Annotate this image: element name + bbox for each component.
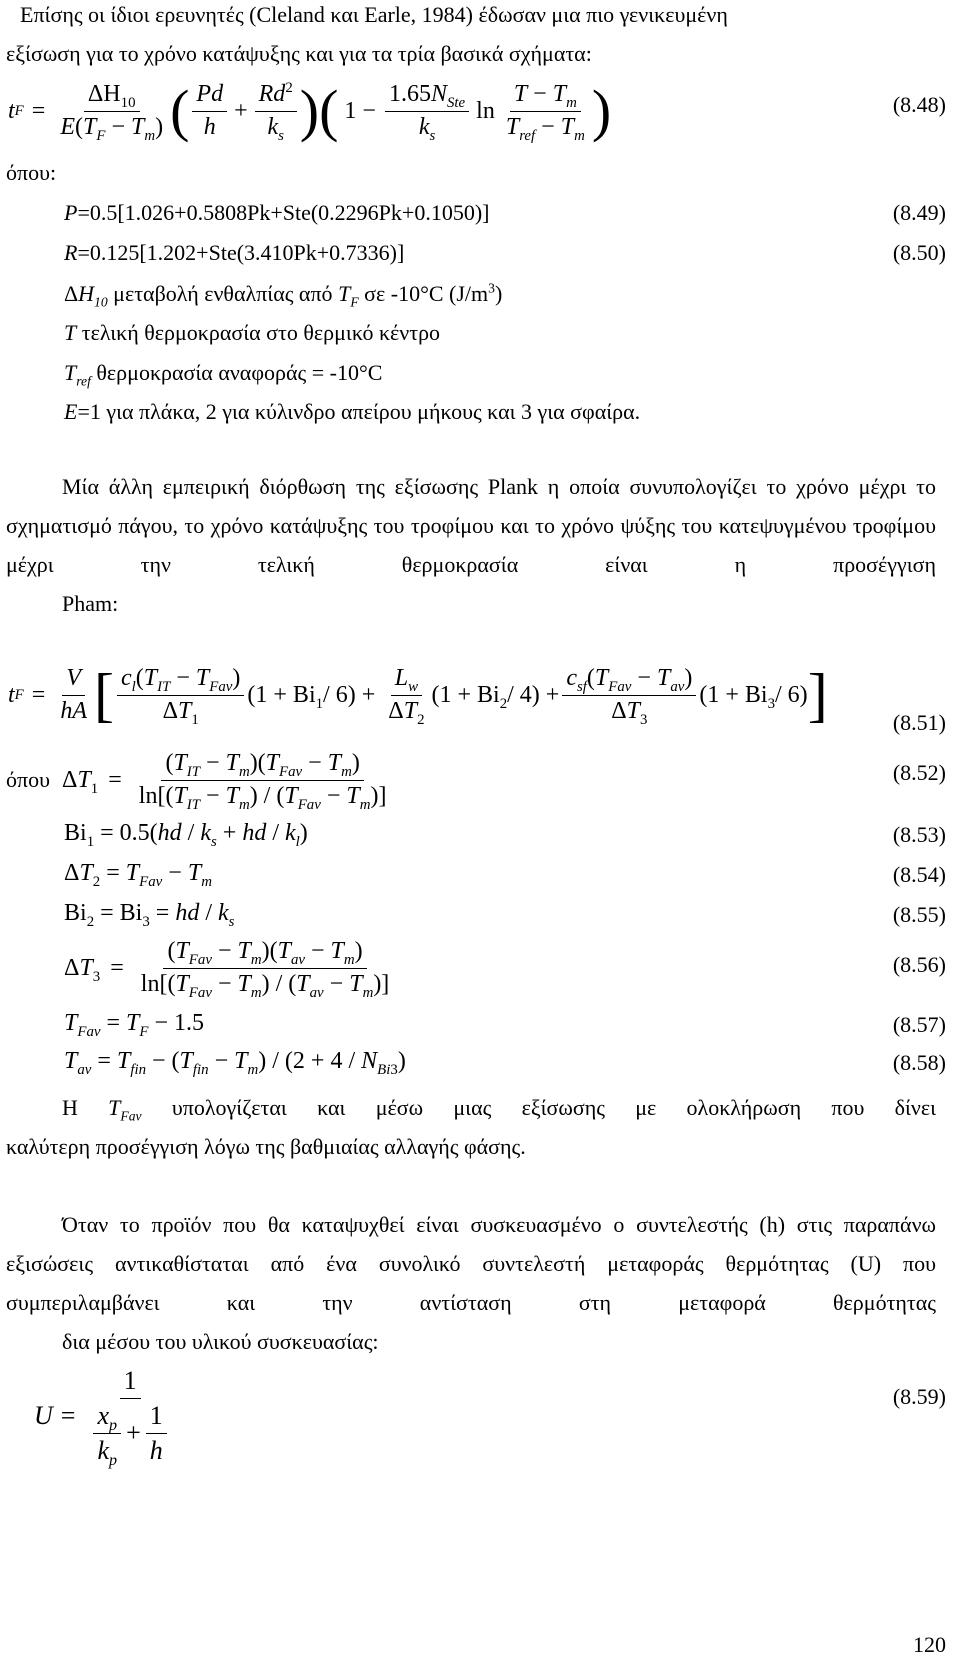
eq-number-8-53: (8.53) bbox=[892, 822, 946, 847]
eq-number-8-56: (8.56) bbox=[892, 952, 946, 977]
eq-number-8-54: (8.54) bbox=[892, 862, 946, 887]
paragraph-tfav: Η $T_{Fav}$ υπολογίζεται και μέσω μιας εξίσωσης με ολοκλήρωση που δίνει καλύτερη προσέγγιση λόγω της βαθμιαίας αλλαγής φάσης. bbox=[6, 1095, 937, 1159]
equation-8-55: $Bi_2 = Bi_3$ = hd / $k_s$ bbox=[64, 900, 235, 930]
equation-8-52: όπου $\Delta T_1$ = $\frac{(T_{IT} - T_m)(T_{Fav} - T_m)}{\ln[(T_{IT} - T_m) / (T_{Fav} - T_m)]}$ bbox=[6, 749, 387, 813]
equation-8-59: U = 1 $\frac{x_p}{k_p}$ + $\frac{1}{h}$ bbox=[34, 1356, 177, 1476]
equation-8-57: $T_{Fav} = T_F - 1.5$ bbox=[64, 1010, 205, 1040]
equation-8-50: R=0.125[1.202+Ste(3.410Pk+0.7336)] bbox=[64, 240, 405, 265]
definition-tref: $T_{ref}$ θερμοκρασία αναφοράς = -10°C bbox=[64, 360, 383, 389]
eq-number-8-57: (8.57) bbox=[892, 1012, 946, 1037]
where-label: όπου: bbox=[6, 160, 57, 185]
definition-e: E=1 για πλάκα, 2 για κύλινδρο απείρου μήκους και 3 για σφαίρα. bbox=[64, 399, 641, 424]
equation-8-49: P=0.5[1.026+0.5808Pk+Ste(0.2296Pk+0.1050)] bbox=[64, 200, 490, 225]
eq-number-8-49: (8.49) bbox=[892, 200, 946, 225]
eq49-text: =0.5[1.026+0.5808Pk+Ste(0.2296Pk+0.1050)] bbox=[77, 200, 490, 225]
paragraph-pham: Μία άλλη εμπειρική διόρθωση της εξίσωσης Plank η οποία συνυπολογίζει το χρόνο μέχρι το σχηματισμό πάγου, το χρόνο κατάψυξης του τροφίμου και το χρόνο ψύξης του κατεψυγμένου τροφίμου μέχρι την τελική θερμοκρασία είναι η προσέγγιση Pham: bbox=[6, 474, 936, 616]
page-number: 120 bbox=[913, 1632, 946, 1657]
intro-line-2: εξίσωση για το χρόνο κατάψυξης και για τα τρία βασικά σχήματα: bbox=[6, 41, 592, 66]
eq-number-8-51: (8.51) bbox=[892, 710, 946, 735]
paragraph-packaging: Όταν το προϊόν που θα καταψυχθεί είναι συσκευασμένο ο συντελεστής (h) στις παραπάνω εξισώσεις αντικαθίσταται από ένα συνολικό συντελεστή μεταφοράς θερμότητας (U) που συμπεριλαμβάνει και την αντίσταση στη μεταφορά θερμότητας δια μέσου του υλικού συσκευασίας: bbox=[6, 1212, 936, 1354]
eq-number-8-52: (8.52) bbox=[892, 760, 946, 785]
equation-8-58: $T_{av} = T_{fin} - (T_{fin} - T_m) / (2 + 4 / N_{Bi3})$ bbox=[64, 1048, 406, 1078]
equation-8-48: t F = $\frac{\Delta H_{10}}{E(T_F - T_m)}$ ( $\frac{Pd}{h}$ + $\frac{Rd^2}{k_s}$ ) ( 1 − $\frac{1.65N_{Ste}}{k_s}$ ln $\frac{T - T_m}{T_{ref} - T_m}$ ) bbox=[8, 78, 612, 144]
equation-8-53: $Bi_1 = 0.5(hd / k_s$ + hd / $k_l$) bbox=[64, 820, 308, 850]
eq-number-8-50: (8.50) bbox=[892, 240, 946, 265]
equation-8-56: $\Delta T_3$ = $\frac{(T_{Fav} - T_m)(T_{av} - T_m)}{\ln[(T_{Fav} - T_m) / (T_{av} - T_m)]}$ bbox=[64, 937, 390, 1001]
eq-number-8-58: (8.58) bbox=[892, 1050, 946, 1075]
equation-8-51: t F = $\frac{V}{hA}$ [ $\frac{c_l(T_{IT} - T_{Fav})}{\Delta T_1}$ ($1 + Bi_1/$ 6) + $\frac{L_w}{\Delta T_2}$ ($1 + Bi_2/$ 4) + $\frac{c_{sf}(T_{Fav} - T_{av})}{\Delta T_3}$ ($1 + Bi_3/$ 6) ] bbox=[8, 662, 828, 728]
equation-8-54: $\Delta T_2 = T_{Fav} - T_m$ bbox=[64, 860, 212, 890]
definition-delta-h: $\Delta H_{10}$ μεταβολή ενθαλπίας από $T_F$ σε -10°C $(J/m^3)$ bbox=[64, 280, 503, 310]
eq-number-8-55: (8.55) bbox=[892, 902, 946, 927]
definition-t: T τελική θερμοκρασία στο θερμικό κέντρο bbox=[64, 320, 441, 345]
eq-number-8-59: (8.59) bbox=[892, 1384, 946, 1409]
eq-number-8-48: (8.48) bbox=[892, 92, 946, 117]
eq50-text: =0.125[1.202+Ste(3.410Pk+0.7336)] bbox=[77, 240, 405, 265]
intro-line-1: Επίσης οι ίδιοι ερευνητές (Cleland και Earle, 1984) έδωσαν μια πιο γενικευμένη bbox=[20, 2, 728, 27]
